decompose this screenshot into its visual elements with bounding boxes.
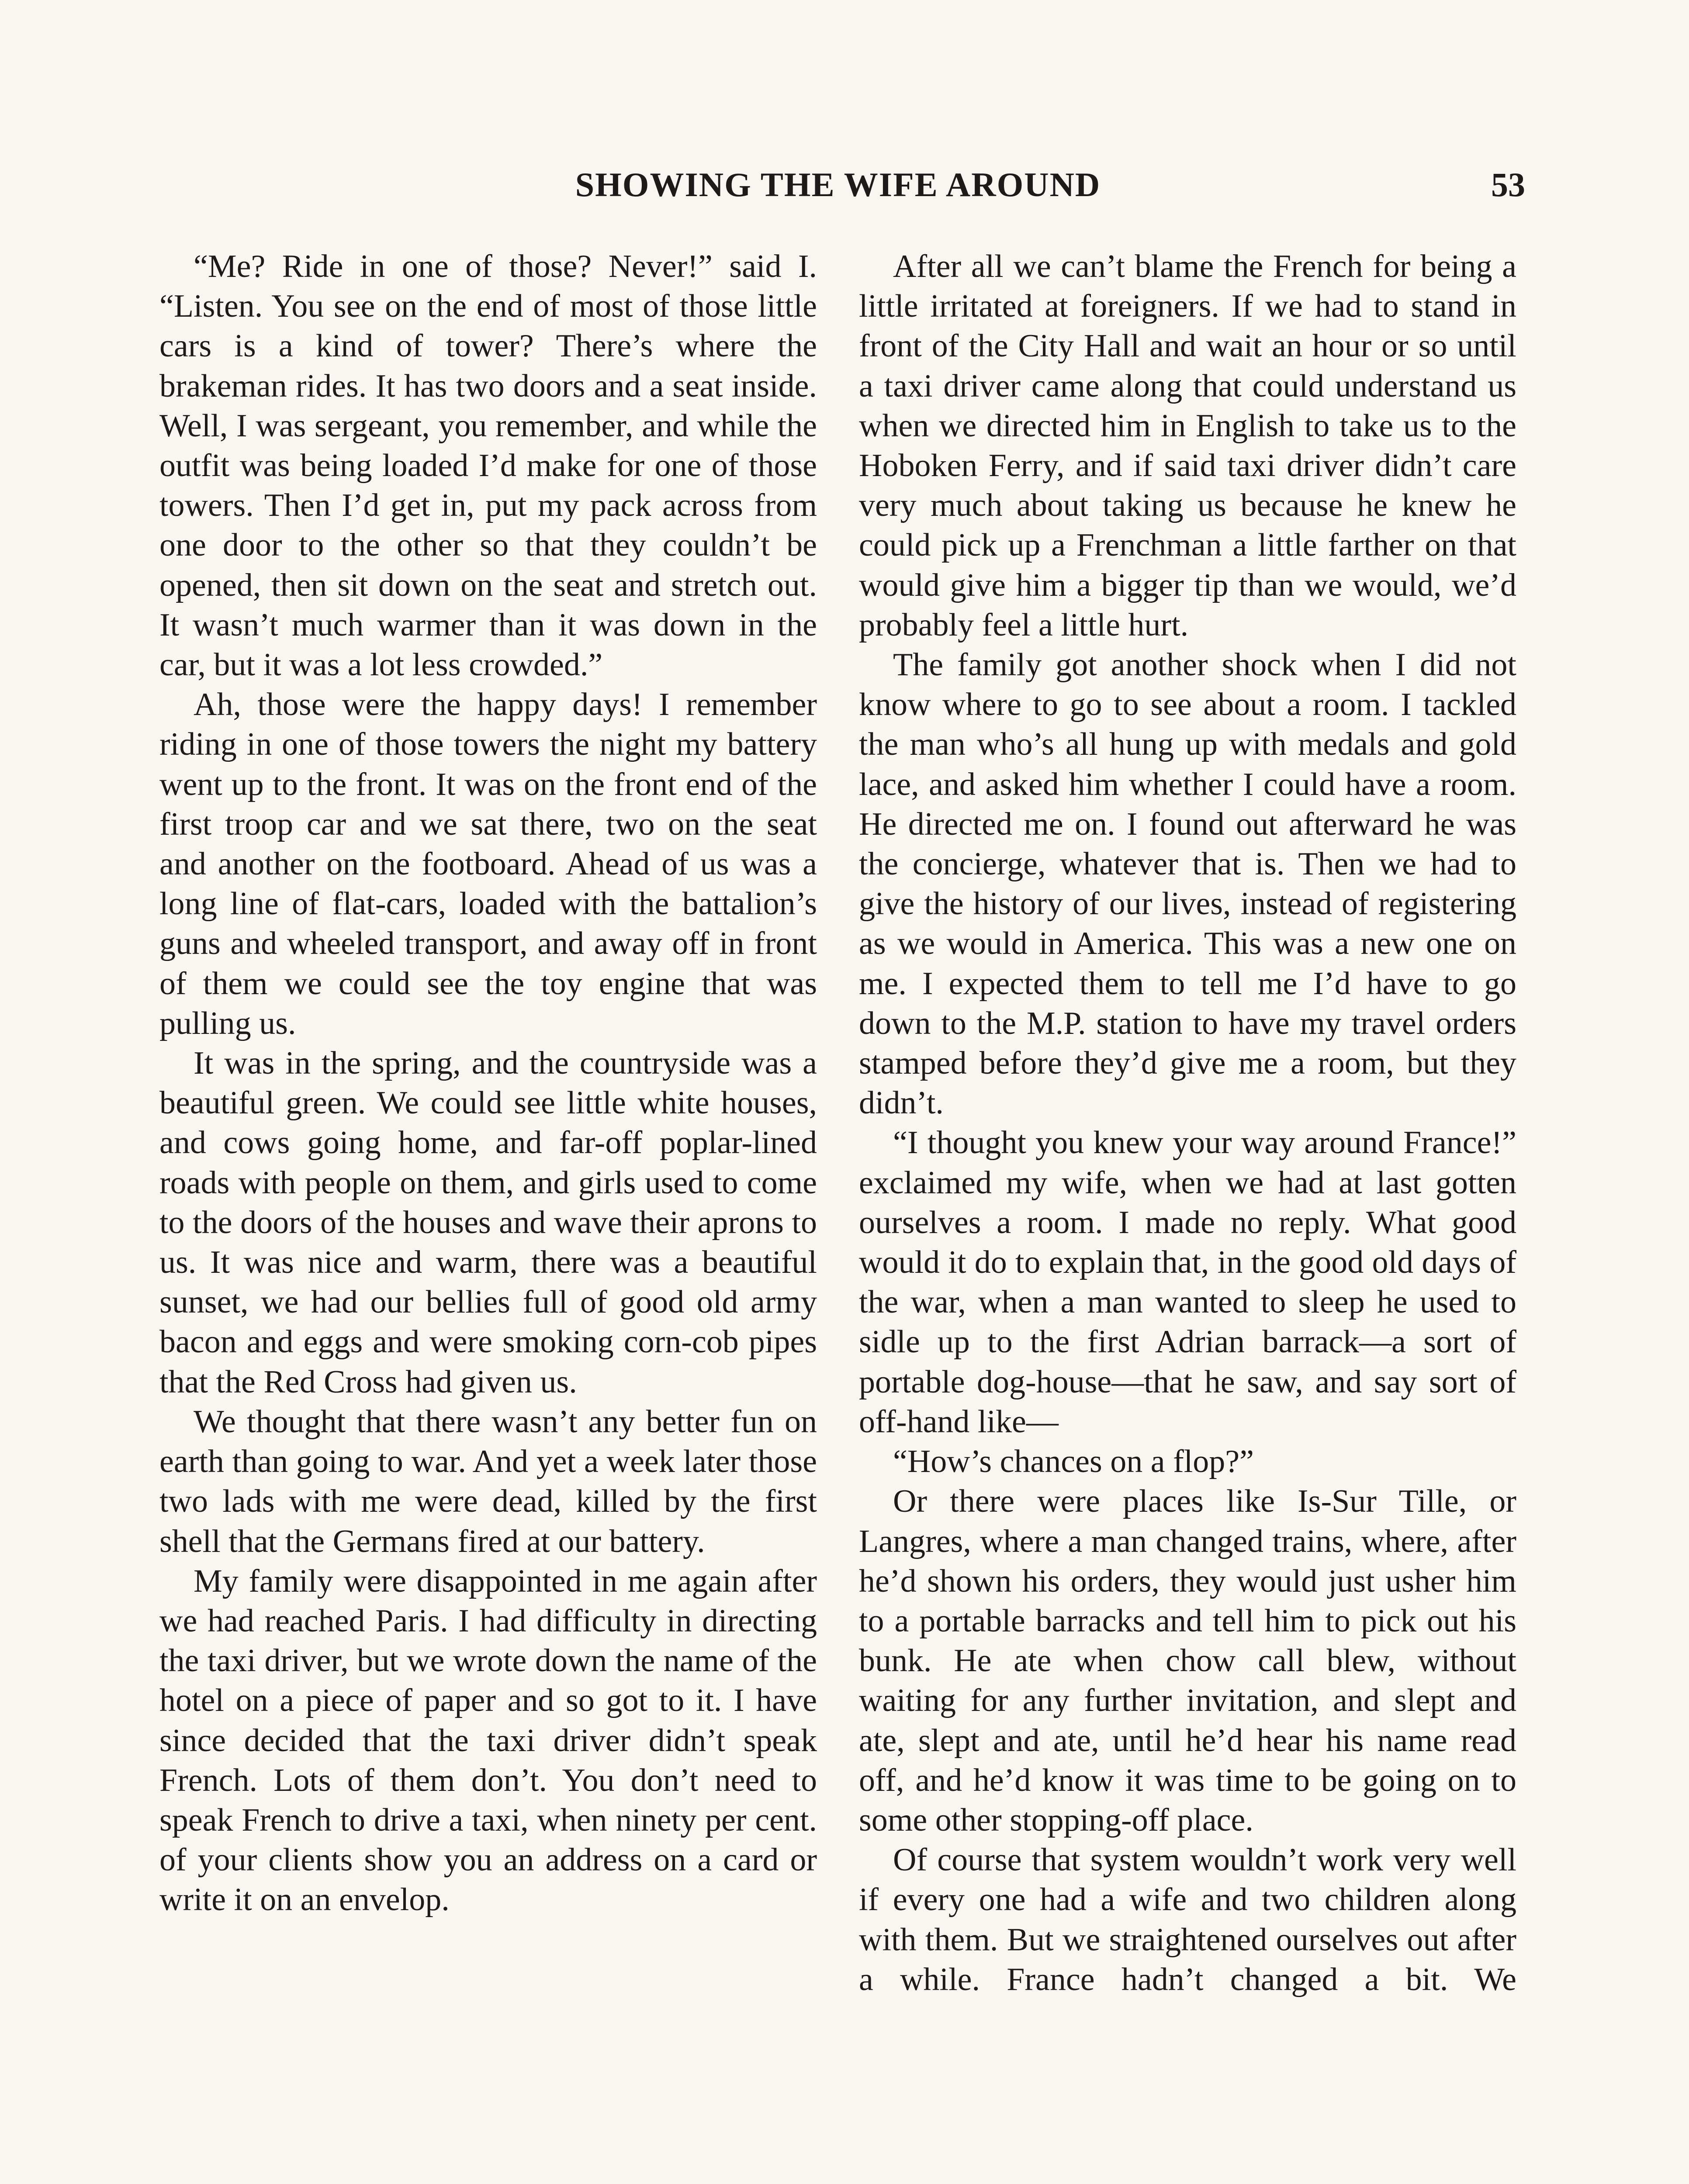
page-number: 53: [1491, 166, 1525, 204]
right-column: [859, 247, 1516, 2000]
paragraph: “Me? Ride in one of those? Never!” said I. “Listen. You see on the end of most of those little cars is a kind of tower? There’s where the brakeman rides. It has two doors and a seat inside. Well, I was sergeant, you remember, and while the outfit was being loaded I’d make for one of those towers. Then I’d get in, put my pack across from one door to the other so that they couldn’t be opened, then sit down on the seat and stretch out. It wasn’t much warmer than it was down in the car, but it was a lot less crowded.”: [159, 249, 817, 683]
paragraph: After all we can’t blame the French for being a little irritated at foreigners. If we had to stand in front of the City Hall and wait an hour or so until a taxi driver came along that could understand us when we directed him in English to take us to the Hoboken Ferry, and if said taxi driver didn’t care very much about taking us because he knew he could pick up a Frenchman a little farther on that would give him a bigger tip than we would, we’d probably feel a little hurt.: [859, 249, 1516, 643]
paragraph: Or there were places like Is-Sur Tille, or Langres, where a man changed trains, where, after he’d shown his orders, they would just usher him to a portable barracks and tell him to pick out his bunk. He ate when chow call blew, without waiting for any further invitation, and slept and ate, slept and ate, until he’d hear his name read off, and he’d know it was time to be going on to some other stopping-off place.: [859, 1483, 1516, 1838]
paragraph: “I thought you knew your way around France!” exclaimed my wife, when we had at last gotten ourselves a room. I made no reply. What good would it do to explain that, in the good old days of the war, when a man wanted to sleep he used to sidle up to the first Adrian barrack—a sort of portable dog-house—that he saw, and say sort of off-hand like—: [859, 1125, 1516, 1440]
paragraph: “How’s chances on a flop?”: [893, 1444, 1254, 1480]
paragraph: My family were disappointed in me again after we had reached Paris. I had difficulty in directing the taxi driver, but we wrote down the name of the hotel on a piece of paper and so got to it. I have since decided that the taxi driver didn’t speak French. Lots of them don’t. You don’t need to speak French to drive a taxi, when ninety per cent. of your clients show you an address on a card or write it on an envelop.: [159, 1563, 817, 1918]
left-column: [159, 247, 817, 1920]
running-head: SHOWING THE WIFE AROUND: [575, 166, 1101, 204]
paragraph: It was in the spring, and the countryside was a beautiful green. We could see little white houses, and cows going home, and far-off poplar-lined roads with people on them, and girls used to come to the doors of the houses and wave their aprons to us. It was nice and warm, there was a beautiful sunset, we had our bellies full of good old army bacon and eggs and were smoking corn-cob pipes that the Red Cross had given us.: [159, 1045, 817, 1400]
paragraph: Of course that system wouldn’t work very well if every one had a wife and two children along with them. But we straightened ourselves out after a while. France hadn’t changed a bit. We: [859, 1842, 1516, 1997]
paragraph: Ah, those were the happy days! I remember riding in one of those towers the night my battery went up to the front. It was on the front end of the first troop car and we sat there, two on the seat and another on the footboard. Ahead of us was a long line of flat-cars, loaded with the battalion’s guns and wheeled transport, and away off in front of them we could see the toy engine that was pulling us.: [159, 687, 817, 1041]
paragraph: The family got another shock when I did not know where to go to see about a room. I tackled the man who’s all hung up with medals and gold lace, and asked him whether I could have a room. He directed me on. I found out afterward he was the concierge, whatever that is. Then we had to give the history of our lives, instead of registering as we would in America. This was a new one on me. I expected them to tell me I’d have to go down to the M.P. station to have my travel orders stamped before they’d give me a room, but they didn’t.: [859, 647, 1516, 1121]
paragraph: We thought that there wasn’t any better fun on earth than going to war. And yet a week later those two lads with me were dead, killed by the first shell that the Germans fired at our battery.: [159, 1403, 817, 1559]
